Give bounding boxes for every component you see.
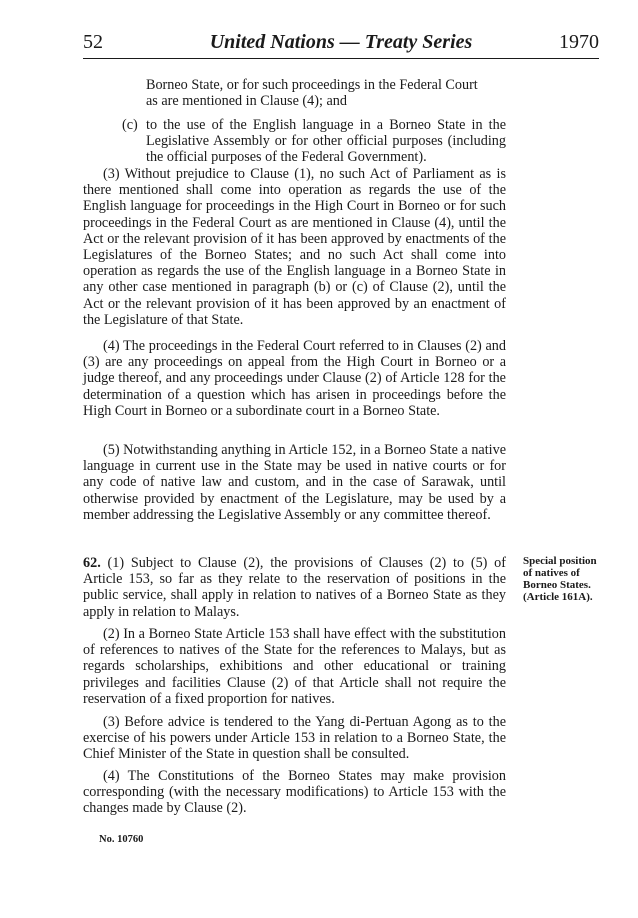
article-62-clause-1 bbox=[83, 555, 506, 620]
article-62-clause-3: (3) Before advice is tendered to the Yang di-Pertuan Agong as to the exercise of his powers under Article 153 in relation to a Borneo State, the Chief Minister of the State in question shall be consulted. bbox=[83, 714, 506, 763]
running-header bbox=[83, 28, 599, 59]
document-number: No. 10760 bbox=[99, 834, 144, 845]
paragraph-3: (3) Without prejudice to Clause (1), no such Act of Parliament as is there mentioned shall come into operation as regards the use of the English language for proceedings in the High Court in Borneo or for such proceedings in the Federal Court as are mentioned in Clause (4), until the Act or the relevant provision of it has been approved by enactments of the Legislatures of the Borneo States; and no such Act shall come into operation as regards the use of the English language in a Borneo State in any other case mentioned in paragraph (b) or (c) of Clause (2), until the Act or the relevant provision of it has been approved by an enactment of the Legislature of that State. bbox=[83, 166, 506, 328]
continuation-line-2: as are mentioned in Clause (4); and bbox=[146, 93, 347, 110]
item-c-text: to the use of the English language in a Borneo State in the Legislative Assembly or for other official purposes (including the official purposes of the Federal Government). bbox=[146, 117, 506, 166]
article-62-clause-4: (4) The Constitutions of the Borneo States may make provision corresponding (with the necessary modifications) to Article 153 with the changes made by Clause (2). bbox=[83, 768, 506, 817]
item-c-label: (c) bbox=[122, 117, 138, 133]
item-c bbox=[122, 117, 506, 167]
article-62-clause-2: (2) In a Borneo State Article 153 shall have effect with the substitution of references to natives of the State for the references to Malays, but as regards scholarships, exhibitions and other educational or training privileges and facilities Clause (2) of that Article shall not require the reservation of a fixed proportion for natives. bbox=[83, 626, 506, 707]
series-title: United Nations — Treaty Series bbox=[209, 31, 473, 53]
paragraph-4: (4) The proceedings in the Federal Court referred to in Clauses (2) and (3) are any proceedings on appeal from the High Court in Borneo or a judge thereof, and any proceedings under Clause (2) of Article 128 for the determination of a question which has arisen in proceedings before the High Court in Borneo or a subordinate court in a Borneo State. bbox=[83, 338, 506, 419]
continuation-line-1: Borneo State, or for such proceedings in the Federal Court bbox=[146, 77, 478, 93]
header-year: 1970 bbox=[559, 31, 599, 53]
article-number: 62. bbox=[83, 555, 101, 571]
article-62-clause-1-text: (1) Subject to Clause (2), the provisions of Clauses (2) to (5) of Article 153, so far as they relate to the reservation of positions in the public service, shall apply in relation to natives of a Borneo State as they apply in relation to Malays. bbox=[83, 555, 507, 620]
continuation-text bbox=[146, 77, 506, 109]
paragraph-5: (5) Notwithstanding anything in Article 152, in a Borneo State a native language in current use in the State may be used in native courts or for any code of native law and custom, and in the case of Sarawak, until otherwise provided by enactment of the Legislature, may be used by a member addressing the Legislative Assembly or any committee thereof. bbox=[83, 442, 506, 523]
margin-note: Special position of natives of Borneo States. (Article 161A). bbox=[523, 555, 597, 603]
page-number: 52 bbox=[83, 31, 103, 53]
